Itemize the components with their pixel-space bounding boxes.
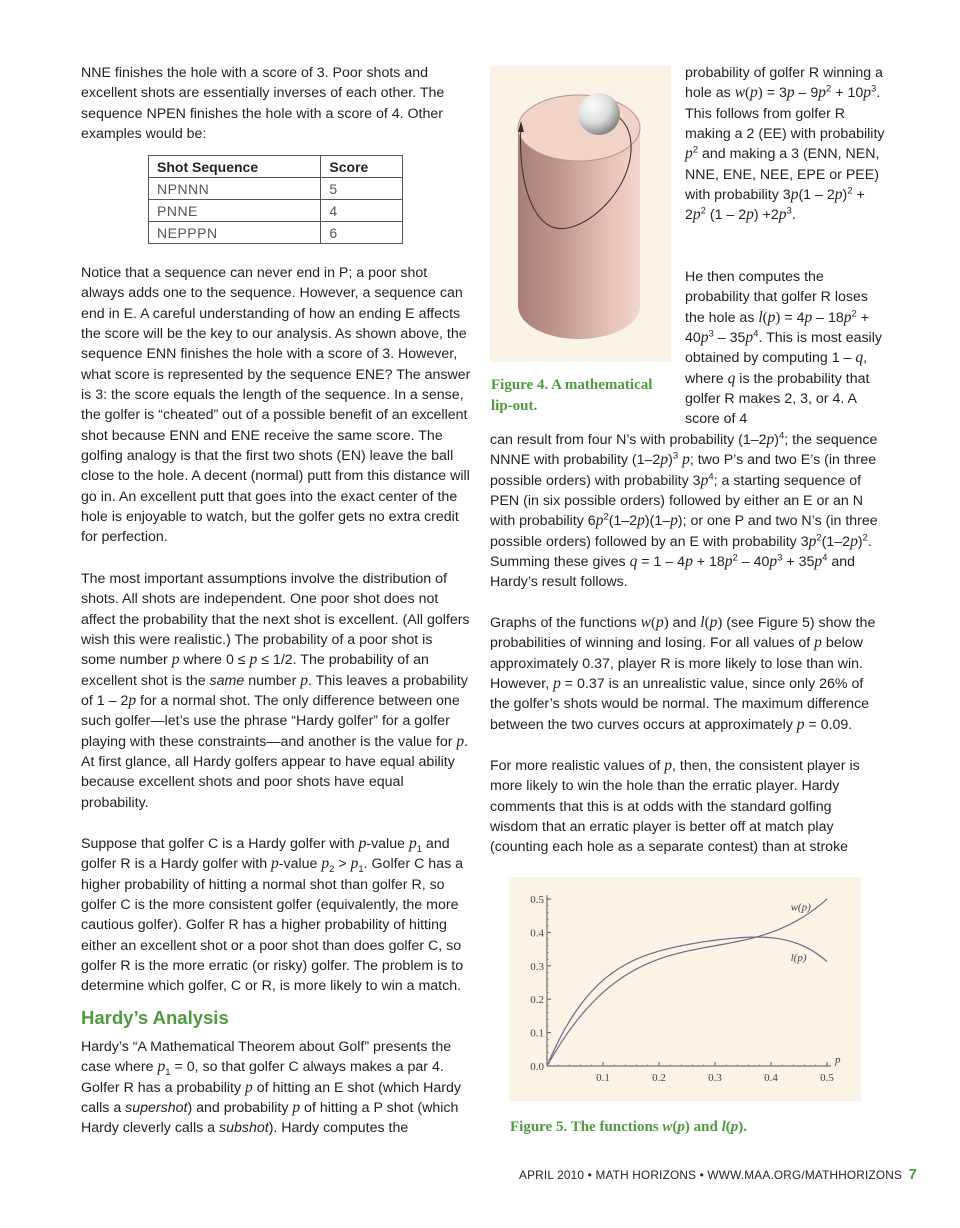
y-tick-label: 0.5 <box>530 894 544 906</box>
y-tick-label: 0.4 <box>530 927 544 940</box>
table-cell: NPNNN <box>149 178 321 200</box>
caption-math: w <box>662 1119 673 1135</box>
paragraph-graphs: Graphs of the functions w(p) and l(p) (see Figure 5) show the probabilities of winning and losing. For all values of p below approximately 0.37, player R is more likely to lose than win. However, p = 0.37 is an unrealistic value, since only 26% of the golfer’s shots would be normal. The maximum difference between the two curves occurs at approximately p = 0.09. <box>490 614 876 733</box>
paragraph-w-of-p: probability of golfer R winning a hole as $w(p) = 3p - 9p^2 + 10p^3$. This follows from golfer R making a 2 (EE) with probability $p^2$ and making a 3 (ENN, NEN, NNE, ENE, NEE, EPE or PEE) with probability $3p(1 - 2p)^2 + 2p^2$ $(1 - 2p) +2p^3$. <box>685 65 885 224</box>
paragraph-l-of-p-continued: can result from four N’s with probability $(1-2p)^4$; the sequence NNNE with probability $(1-2p)^3$ p; two P’s and two E’s (in three possible orders) with probability $3p^4$; a starting sequence of PEN (in six possible orders) followed by either an E or an N with probability $6p^2(1-2p)(1-p)$; or one P and two N’s (in three possible orders) followed by an E with probability $3p^2(1-2p)^2$. Summing these gives $q = 1 - 4p + 18p^2 - 40p^3 + 35p^4$ and Hardy’s result follows. <box>490 430 878 591</box>
x-tick-label: 0.2 <box>652 1072 666 1084</box>
caption-math: l <box>721 1119 726 1135</box>
table-cell: 6 <box>321 222 403 244</box>
y-tick-label: 0.0 <box>530 1061 544 1073</box>
paragraph-l-of-p-narrow: He then computes the probability that golfer R loses the hole as $l(p) = 4p - 18p^2 + 40p^3 - 35p^4$. This is most easily obtained by computing 1 – q, where q is the probability that golfer R makes 2, 3, or 4. A score of 4 <box>685 269 882 428</box>
table-header-cell: Shot Sequence <box>149 156 321 178</box>
series-label-w: w(p) <box>790 901 811 914</box>
y-tick-label: 0.1 <box>530 1027 544 1040</box>
table-row <box>149 222 403 244</box>
caption-text: ( <box>725 1119 731 1135</box>
cylinder-rim <box>518 95 640 161</box>
table-cell: NEPPPN <box>149 222 321 244</box>
chart-svg <box>509 877 861 1101</box>
caption-text: ( <box>672 1119 678 1135</box>
caption-text: ) and <box>684 1119 722 1135</box>
paragraph-intro: NNE finishes the hole with a score of 3. Poor shots and excellent shots are essentially inverses of each other. The sequence NPEN finishes the hole with a score of 4. Other examples would be: <box>81 65 445 143</box>
table-cell: PNNE <box>149 200 321 222</box>
figure-4-lip-out-illustration <box>490 66 671 362</box>
figure-5-caption <box>510 1117 870 1138</box>
series-line-w <box>547 899 827 1066</box>
page-number: 7 <box>908 1166 918 1183</box>
series-label-l: l(p) <box>790 951 807 964</box>
table-cell: 5 <box>321 178 403 200</box>
table-cell: 4 <box>321 200 403 222</box>
page-footer <box>519 1166 917 1183</box>
x-axis-label: p <box>835 1054 841 1066</box>
table-header-row <box>149 156 403 178</box>
paragraph-assumptions: The most important assumptions involve the distribution of shots. All shots are independent. One poor shot does not affect the probability that the next shot is excellent. (All golfers wish this were realistic.) The probability of a poor shot is some number p where 0 ≤ p ≤ 1/2. The probability of an excellent shot is the same number p. This leaves a probability of 1 – 2p for a normal shot. The only difference between one such golfer—let’s use the phrase “Hardy golfer” for a golfer playing with these constraints—and another is the value for p. At first glance, all Hardy golfers appear to have equal ability because excellent shots and poor shots have equal probability. <box>81 571 470 811</box>
x-tick-label: 0.3 <box>708 1072 722 1084</box>
x-tick-label: 0.4 <box>764 1072 778 1084</box>
cylinder-ball-drawing <box>490 66 671 362</box>
table-row <box>149 200 403 222</box>
figure-5-chart <box>509 877 861 1101</box>
caption-math: p <box>730 1119 739 1135</box>
paragraph-sequence-ending: Notice that a sequence can never end in P; a poor shot always adds one to the sequence. However, a sequence can end in E. A careful understanding of how an ending E affects the score will be the key to our analysis. As shown above, the sequence ENN finishes the hole with a score of 3. However, what score is represented by the sequence ENE? The answer is 3: the score equals the length of the sequence. In a sense, the golfer is “cheated” out of a possible benefit of an excellent shot because ENN and ENE receive the same score. The golfing analogy is that the first two shots (EN) leave the ball close to the hole. A decent (normal) putt from this distance will go in. An excellent putt that goes into the exact center of the hole is enjoyable to watch, but the golfer gets no extra credit for perfection. <box>81 265 471 546</box>
caption-text: Figure 5. The functions <box>510 1119 663 1135</box>
series-line-l <box>547 937 827 1066</box>
footer-text: APRIL 2010 • MATH HORIZONS • WWW.MAA.ORG/MATHHORIZONS <box>519 1168 903 1182</box>
y-tick-label: 0.3 <box>530 960 544 973</box>
table-row <box>149 178 403 200</box>
paragraph-golfers-c-r: Suppose that golfer C is a Hardy golfer with p-value $p_1$ and golfer R is a Hardy golfer with p-value $p_2 > p_1$. Golfer C has a higher probability of hitting a normal shot than golfer R, so golfer C is the more consistent golfer (equivalently, the more cautious golfer). Golfer R has a higher probability of hitting either an excellent shot or a poor shot than does golfer C, so golfer R is the more erratic (or risky) golfer. The problem is to determine which golfer, C or R, is more likely to win a match. <box>81 835 464 995</box>
table-header-cell: Score <box>321 156 403 178</box>
caption-math: p <box>677 1119 685 1135</box>
x-tick-label: 0.1 <box>596 1072 610 1084</box>
shot-sequence-table <box>148 155 403 244</box>
figure-4-caption: Figure 4. A mathematical lip-out. <box>491 377 653 414</box>
paragraph-hardy-analysis: Hardy’s “A Mathematical Theorem about Golf” presents the case where $p_1 = 0$, so that golfer C always makes a par 4. Golfer R has a probability p of hitting an E shot (which Hardy calls a supershot) and probability p of hitting a P shot (which Hardy cleverly calls a subshot). Hardy computes the <box>81 1039 461 1137</box>
y-tick-label: 0.2 <box>530 994 544 1007</box>
section-heading: Hardy’s Analysis <box>81 1007 229 1028</box>
caption-text: ). <box>738 1119 748 1135</box>
x-tick-label: 0.5 <box>820 1072 834 1084</box>
paragraph-realistic-values: For more realistic values of p, then, the consistent player is more likely to win the hole than the erratic player. Hardy comments that this is at odds with the standard golfing wisdom that an erratic player is better off at match play (counting each hole as a separate contest) than at stroke <box>490 757 860 856</box>
golf-ball <box>578 93 620 135</box>
